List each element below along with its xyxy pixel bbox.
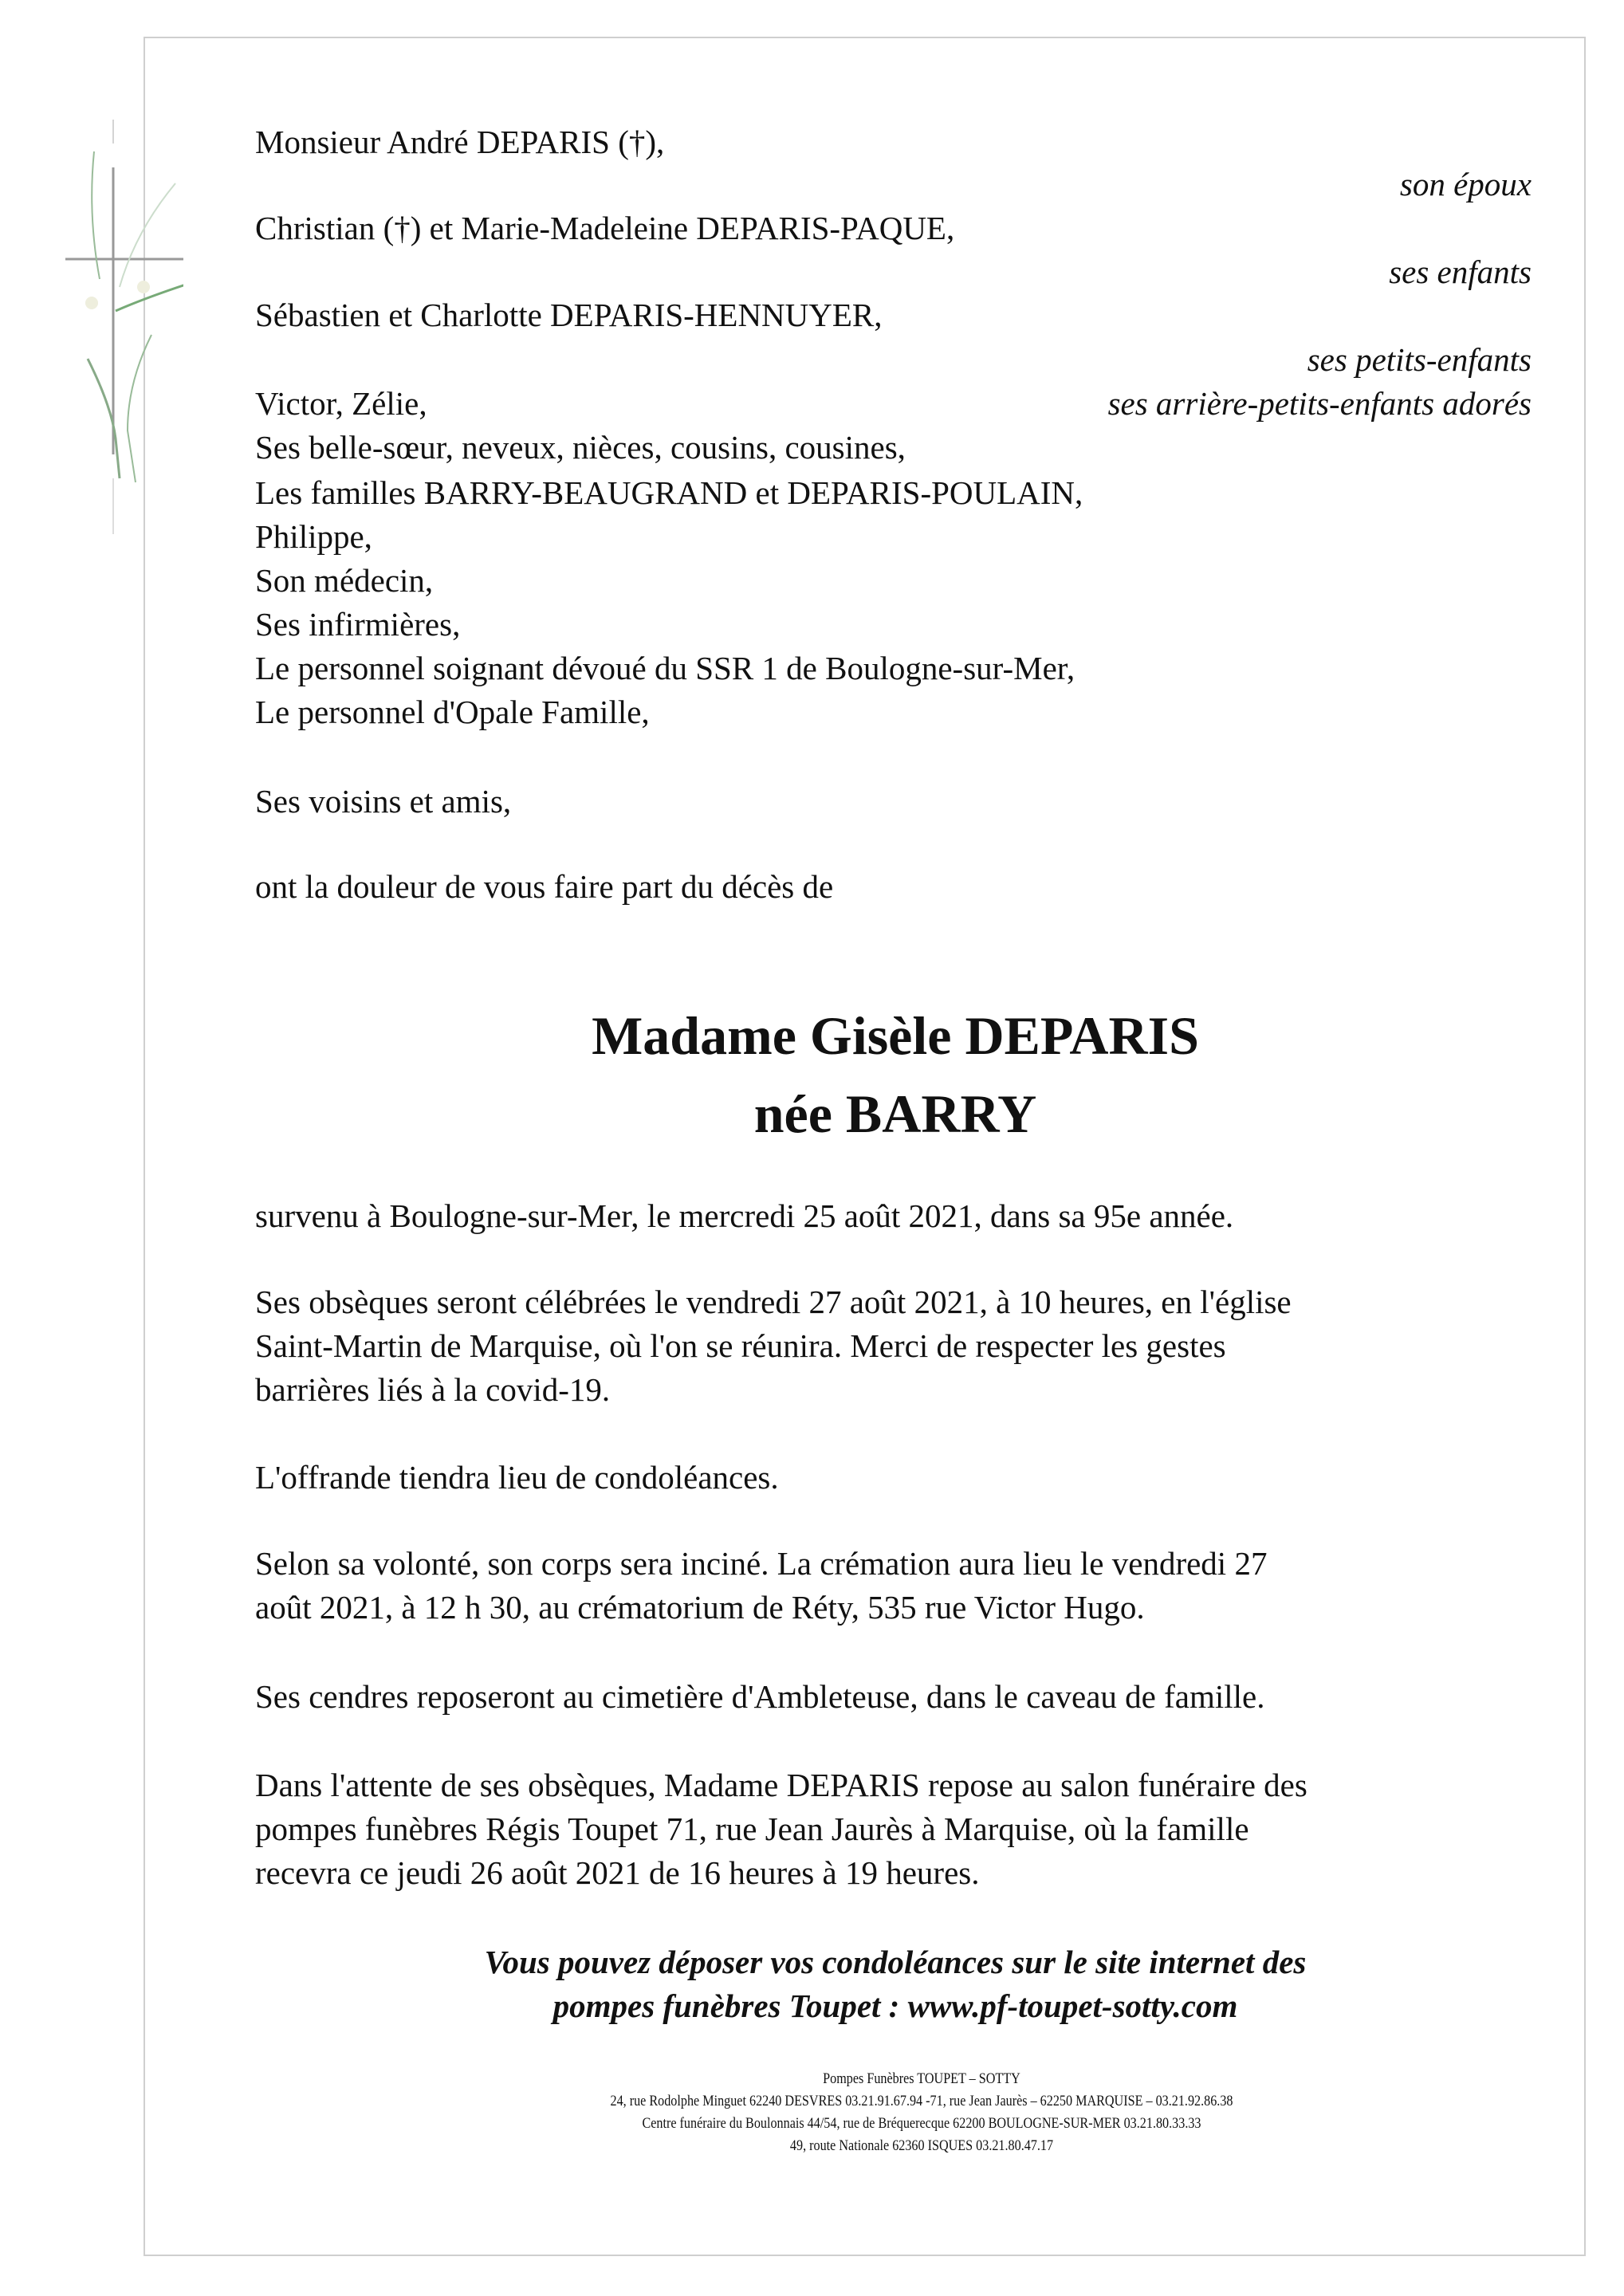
body-line: Ses cendres reposeront au cimetière d'Ambleteuse, dans le caveau de famille. [255, 1678, 1265, 1715]
announcement-line: ont la douleur de vous faire part du décès de [255, 868, 834, 905]
body-line: Saint-Martin de Marquise, où l'on se réunira. Merci de respecter les gestes [255, 1327, 1226, 1364]
family-line: Monsieur André DEPARIS (†), [255, 124, 665, 160]
body-line: recevra ce jeudi 26 août 2021 de 16 heures à 19 heures. [255, 1854, 980, 1891]
body-line: août 2021, à 12 h 30, au crématorium de Réty, 535 rue Victor Hugo. [255, 1589, 1145, 1626]
body-line: pompes funèbres Régis Toupet 71, rue Jean Jaurès à Marquise, où la famille [255, 1810, 1249, 1847]
deceased-maiden-name: née BARRY [753, 1083, 1037, 1144]
body-line: survenu à Boulogne-sur-Mer, le mercredi 25 août 2021, dans sa 95e année. [255, 1197, 1234, 1234]
deceased-name: Madame Gisèle DEPARIS [592, 1005, 1199, 1066]
relation-label: son époux [1399, 166, 1532, 202]
relation-label: ses petits-enfants [1307, 341, 1532, 378]
family-line: Ses infirmières, [255, 606, 461, 643]
family-line: Philippe, [255, 518, 372, 555]
family-line: Ses voisins et amis, [255, 783, 512, 820]
family-line: Son médecin, [255, 562, 434, 599]
cross-flower-icon [56, 120, 183, 598]
family-line: Le personnel d'Opale Famille, [255, 694, 650, 730]
relation-label: ses arrière-petits-enfants adorés [1107, 385, 1532, 422]
family-line: Sébastien et Charlotte DEPARIS-HENNUYER, [255, 297, 883, 333]
footer-address: Centre funéraire du Boulonnais 44/54, rue de Bréquerecque 62200 BOULOGNE-SUR-MER 03.21.80.33.33 [642, 2115, 1201, 2132]
relation-label: ses enfants [1389, 254, 1532, 290]
condolences-line: Vous pouvez déposer vos condoléances sur le site internet des [484, 1944, 1307, 1980]
family-line: Christian (†) et Marie-Madeleine DEPARIS-PAQUE, [255, 210, 955, 246]
body-line: Dans l'attente de ses obsèques, Madame DEPARIS repose au salon funéraire des [255, 1767, 1307, 1803]
family-line: Le personnel soignant dévoué du SSR 1 de Boulogne-sur-Mer, [255, 650, 1075, 686]
footer-address: 24, rue Rodolphe Minguet 62240 DESVRES 03.21.91.67.94 -71, rue Jean Jaurès – 62250 MARQUISE – 03.21.92.86.38 [610, 2093, 1233, 2109]
body-line: Ses obsèques seront célébrées le vendredi 27 août 2021, à 10 heures, en l'église [255, 1284, 1292, 1320]
family-line: Ses belle-sœur, neveux, nièces, cousins, cousines, [255, 429, 906, 466]
family-line: Les familles BARRY-BEAUGRAND et DEPARIS-POULAIN, [255, 474, 1083, 511]
body-line: barrières liés à la covid-19. [255, 1371, 611, 1408]
footer-address: 49, route Nationale 62360 ISQUES 03.21.80.47.17 [789, 2137, 1054, 2154]
condolences-website: pompes funèbres Toupet : www.pf-toupet-sotty.com [552, 1987, 1238, 2024]
footer-company: Pompes Funèbres TOUPET – SOTTY [823, 2070, 1020, 2087]
body-line: Selon sa volonté, son corps sera inciné. La crémation aura lieu le vendredi 27 [255, 1545, 1268, 1582]
body-line: L'offrande tiendra lieu de condoléances. [255, 1459, 779, 1496]
family-line: Victor, Zélie, [255, 385, 427, 422]
